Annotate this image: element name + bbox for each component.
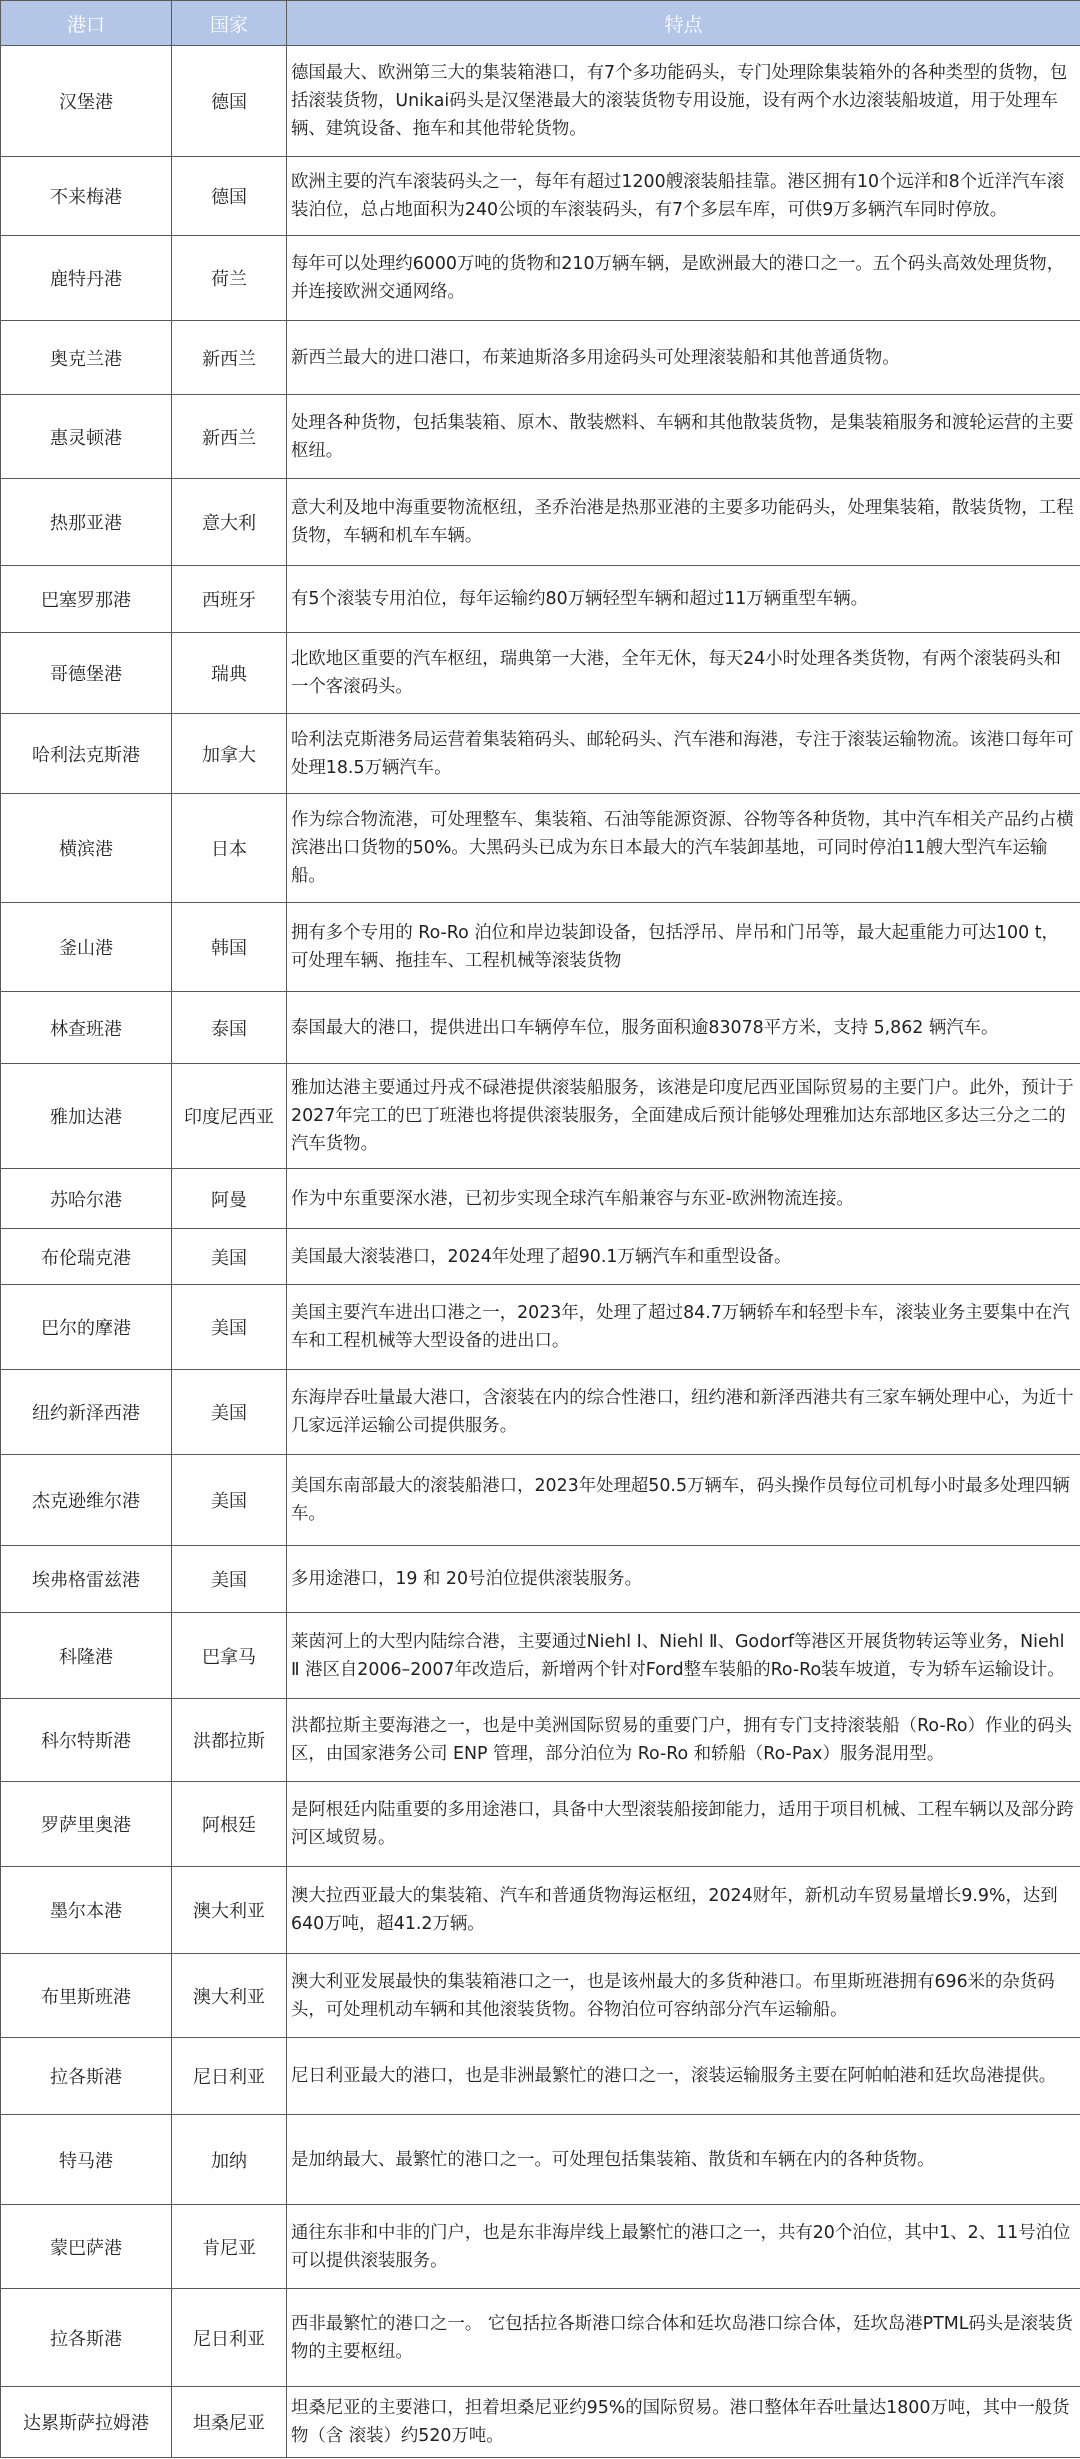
country-cell: 西班牙 bbox=[172, 566, 287, 633]
port-cell: 奥克兰港 bbox=[1, 321, 172, 395]
port-cell: 罗萨里奥港 bbox=[1, 1782, 172, 1867]
country-cell: 美国 bbox=[172, 1370, 287, 1455]
features-cell: 德国最大、欧洲第三大的集装箱港口，有7个多功能码头，专门处理除集装箱外的各种类型的货物，包括滚装货物，Unikai码头是汉堡港最大的滚装货物专用设施，设有两个水边滚装船坡道，用于处理车辆、建筑设备、拖车和其他带轮货物。 bbox=[287, 46, 1080, 157]
features-cell: 处理各种货物，包括集装箱、原木、散装燃料、车辆和其他散装货物，是集装箱服务和渡轮运营的主要枢纽。 bbox=[287, 395, 1080, 479]
port-cell: 埃弗格雷兹港 bbox=[1, 1546, 172, 1613]
port-cell: 拉各斯港 bbox=[1, 2038, 172, 2115]
features-cell: 作为中东重要深水港，已初步实现全球汽车船兼容与东亚-欧洲物流连接。 bbox=[287, 1169, 1080, 1229]
port-cell: 布里斯班港 bbox=[1, 1954, 172, 2038]
features-cell: 美国最大滚装港口，2024年处理了超90.1万辆汽车和重型设备。 bbox=[287, 1229, 1080, 1285]
table-row bbox=[1, 46, 1080, 157]
features-cell: 是阿根廷内陆重要的多用途港口，具备中大型滚装船接卸能力，适用于项目机械、工程车辆以及部分跨河区域贸易。 bbox=[287, 1782, 1080, 1867]
country-cell: 肯尼亚 bbox=[172, 2205, 287, 2289]
country-cell: 美国 bbox=[172, 1546, 287, 1613]
table-row bbox=[1, 2205, 1080, 2289]
table-row bbox=[1, 1546, 1080, 1613]
table-row bbox=[1, 2289, 1080, 2387]
table-row bbox=[1, 1699, 1080, 1782]
port-cell: 科尔特斯港 bbox=[1, 1699, 172, 1782]
features-cell: 欧洲主要的汽车滚装码头之一，每年有超过1200艘滚装船挂靠。港区拥有10个远洋和8个近洋汽车滚装泊位，总占地面积为240公顷的车滚装码头，有7个多层车库，可供9万多辆汽车同时停放。 bbox=[287, 157, 1080, 236]
country-cell: 新西兰 bbox=[172, 321, 287, 395]
features-cell: 意大利及地中海重要物流枢纽，圣乔治港是热那亚港的主要多功能码头，处理集装箱，散装货物，工程货物，车辆和机车车辆。 bbox=[287, 479, 1080, 566]
features-cell: 新西兰最大的进口港口，布莱迪斯洛多用途码头可处理滚装船和其他普通货物。 bbox=[287, 321, 1080, 395]
column-header-features: 特点 bbox=[287, 1, 1080, 46]
features-cell: 每年可以处理约6000万吨的货物和210万辆车辆，是欧洲最大的港口之一。五个码头高效处理货物，并连接欧洲交通网络。 bbox=[287, 236, 1080, 321]
features-cell: 作为综合物流港，可处理整车、集装箱、石油等能源资源、谷物等各种货物，其中汽车相关产品约占横滨港出口货物的50%。大黑码头已成为东日本最大的汽车装卸基地，可同时停泊11艘大型汽车运输船。 bbox=[287, 794, 1080, 903]
country-cell: 阿曼 bbox=[172, 1169, 287, 1229]
country-cell: 意大利 bbox=[172, 479, 287, 566]
port-cell: 纽约新泽西港 bbox=[1, 1370, 172, 1455]
country-cell: 瑞典 bbox=[172, 633, 287, 714]
features-cell: 洪都拉斯主要海港之一，也是中美洲国际贸易的重要门户，拥有专门支持滚装船（Ro-Ro）作业的码头区，由国家港务公司 ENP 管理，部分泊位为 Ro-Ro 和轿船（Ro-Pax）服务混用型。 bbox=[287, 1699, 1080, 1782]
port-cell: 汉堡港 bbox=[1, 46, 172, 157]
port-cell: 哥德堡港 bbox=[1, 633, 172, 714]
port-cell: 杰克逊维尔港 bbox=[1, 1455, 172, 1546]
port-cell: 不来梅港 bbox=[1, 157, 172, 236]
country-cell: 美国 bbox=[172, 1229, 287, 1285]
table-row bbox=[1, 157, 1080, 236]
country-cell: 美国 bbox=[172, 1285, 287, 1370]
port-cell: 达累斯萨拉姆港 bbox=[1, 2387, 172, 2458]
country-cell: 日本 bbox=[172, 794, 287, 903]
port-cell: 拉各斯港 bbox=[1, 2289, 172, 2387]
table-row bbox=[1, 2038, 1080, 2115]
port-cell: 苏哈尔港 bbox=[1, 1169, 172, 1229]
country-cell: 坦桑尼亚 bbox=[172, 2387, 287, 2458]
port-cell: 鹿特丹港 bbox=[1, 236, 172, 321]
features-cell: 有5个滚装专用泊位，每年运输约80万辆轻型车辆和超过11万辆重型车辆。 bbox=[287, 566, 1080, 633]
table-row bbox=[1, 479, 1080, 566]
table-row bbox=[1, 1229, 1080, 1285]
features-cell: 澳大拉西亚最大的集装箱、汽车和普通货物海运枢纽，2024财年，新机动车贸易量增长9.9%，达到640万吨，超41.2万辆。 bbox=[287, 1867, 1080, 1954]
features-cell: 美国东南部最大的滚装船港口，2023年处理超50.5万辆车，码头操作员每位司机每小时最多处理四辆车。 bbox=[287, 1455, 1080, 1546]
port-cell: 巴尔的摩港 bbox=[1, 1285, 172, 1370]
port-cell: 布伦瑞克港 bbox=[1, 1229, 172, 1285]
features-cell: 美国主要汽车进出口港之一，2023年，处理了超过84.7万辆轿车和轻型卡车，滚装业务主要集中在汽车和工程机械等大型设备的进出口。 bbox=[287, 1285, 1080, 1370]
port-cell: 林查班港 bbox=[1, 992, 172, 1064]
table-row bbox=[1, 714, 1080, 794]
table-row bbox=[1, 321, 1080, 395]
port-cell: 巴塞罗那港 bbox=[1, 566, 172, 633]
table-row bbox=[1, 566, 1080, 633]
table-row bbox=[1, 1285, 1080, 1370]
table-row bbox=[1, 1782, 1080, 1867]
port-cell: 蒙巴萨港 bbox=[1, 2205, 172, 2289]
port-cell: 热那亚港 bbox=[1, 479, 172, 566]
port-cell: 墨尔本港 bbox=[1, 1867, 172, 1954]
country-cell: 泰国 bbox=[172, 992, 287, 1064]
country-cell: 加拿大 bbox=[172, 714, 287, 794]
column-header-country: 国家 bbox=[172, 1, 287, 46]
table-row bbox=[1, 794, 1080, 903]
features-cell: 莱茵河上的大型内陆综合港，主要通过Niehl Ⅰ、Niehl Ⅱ、Godorf等港区开展货物转运等业务，Niehl Ⅱ 港区自2006–2007年改造后，新增两个针对Ford整车装船的Ro-Ro装车坡道，专为轿车运输设计。 bbox=[287, 1613, 1080, 1699]
features-cell: 雅加达港主要通过丹戎不碌港提供滚装船服务，该港是印度尼西亚国际贸易的主要门户。此外，预计于2027年完工的巴丁班港也将提供滚装服务，全面建成后预计能够处理雅加达东部地区多达三分之二的汽车货物。 bbox=[287, 1064, 1080, 1169]
port-cell: 特马港 bbox=[1, 2115, 172, 2205]
country-cell: 洪都拉斯 bbox=[172, 1699, 287, 1782]
features-cell: 北欧地区重要的汽车枢纽，瑞典第一大港，全年无休，每天24小时处理各类货物，有两个滚装码头和一个客滚码头。 bbox=[287, 633, 1080, 714]
features-cell: 东海岸吞吐量最大港口，含滚装在内的综合性港口，纽约港和新泽西港共有三家车辆处理中心，为近十几家远洋运输公司提供服务。 bbox=[287, 1370, 1080, 1455]
country-cell: 澳大利亚 bbox=[172, 1867, 287, 1954]
table-header-row bbox=[1, 1, 1080, 46]
table-row bbox=[1, 2387, 1080, 2458]
port-cell: 釜山港 bbox=[1, 903, 172, 992]
country-cell: 阿根廷 bbox=[172, 1782, 287, 1867]
features-cell: 是加纳最大、最繁忙的港口之一。可处理包括集装箱、散货和车辆在内的各种货物。 bbox=[287, 2115, 1080, 2205]
country-cell: 美国 bbox=[172, 1455, 287, 1546]
table-row bbox=[1, 1370, 1080, 1455]
country-cell: 新西兰 bbox=[172, 395, 287, 479]
country-cell: 巴拿马 bbox=[172, 1613, 287, 1699]
table-row bbox=[1, 633, 1080, 714]
country-cell: 德国 bbox=[172, 157, 287, 236]
features-cell: 多用途港口，19 和 20号泊位提供滚装服务。 bbox=[287, 1546, 1080, 1613]
country-cell: 韩国 bbox=[172, 903, 287, 992]
features-cell: 通往东非和中非的门户，也是东非海岸线上最繁忙的港口之一，共有20个泊位，其中1、2、11号泊位可以提供滚装服务。 bbox=[287, 2205, 1080, 2289]
table-row bbox=[1, 1169, 1080, 1229]
country-cell: 加纳 bbox=[172, 2115, 287, 2205]
country-cell: 澳大利亚 bbox=[172, 1954, 287, 2038]
table-body bbox=[1, 46, 1080, 2458]
country-cell: 尼日利亚 bbox=[172, 2289, 287, 2387]
country-cell: 德国 bbox=[172, 46, 287, 157]
country-cell: 荷兰 bbox=[172, 236, 287, 321]
column-header-port: 港口 bbox=[1, 1, 172, 46]
table-row bbox=[1, 1613, 1080, 1699]
port-cell: 哈利法克斯港 bbox=[1, 714, 172, 794]
features-cell: 坦桑尼亚的主要港口，担着坦桑尼亚约95%的国际贸易。港口整体年吞吐量达1800万吨，其中一般货物（含 滚装）约520万吨。 bbox=[287, 2387, 1080, 2458]
port-cell: 雅加达港 bbox=[1, 1064, 172, 1169]
table-row bbox=[1, 395, 1080, 479]
table-row bbox=[1, 1455, 1080, 1546]
port-cell: 科隆港 bbox=[1, 1613, 172, 1699]
table-row bbox=[1, 2115, 1080, 2205]
table-row bbox=[1, 1954, 1080, 2038]
table-row bbox=[1, 236, 1080, 321]
table-row bbox=[1, 1064, 1080, 1169]
table-row bbox=[1, 992, 1080, 1064]
port-cell: 惠灵顿港 bbox=[1, 395, 172, 479]
port-cell: 横滨港 bbox=[1, 794, 172, 903]
country-cell: 尼日利亚 bbox=[172, 2038, 287, 2115]
features-cell: 西非最繁忙的港口之一。 它包括拉各斯港口综合体和廷坎岛港口综合体，廷坎岛港PTML码头是滚装货物的主要枢纽。 bbox=[287, 2289, 1080, 2387]
features-cell: 尼日利亚最大的港口，也是非洲最繁忙的港口之一，滚装运输服务主要在阿帕帕港和廷坎岛港提供。 bbox=[287, 2038, 1080, 2115]
table-row bbox=[1, 1867, 1080, 1954]
features-cell: 拥有多个专用的 Ro-Ro 泊位和岸边装卸设备，包括浮吊、岸吊和门吊等，最大起重能力可达100 t，可处理车辆、拖挂车、工程机械等滚装货物 bbox=[287, 903, 1080, 992]
table-row bbox=[1, 903, 1080, 992]
features-cell: 泰国最大的港口，提供进出口车辆停车位，服务面积逾83078平方米，支持 5,862 辆汽车。 bbox=[287, 992, 1080, 1064]
country-cell: 印度尼西亚 bbox=[172, 1064, 287, 1169]
features-cell: 哈利法克斯港务局运营着集装箱码头、邮轮码头、汽车港和海港，专注于滚装运输物流。该港口每年可处理18.5万辆汽车。 bbox=[287, 714, 1080, 794]
features-cell: 澳大利亚发展最快的集装箱港口之一，也是该州最大的多货种港口。布里斯班港拥有696米的杂货码头，可处理机动车辆和其他滚装货物。谷物泊位可容纳部分汽车运输船。 bbox=[287, 1954, 1080, 2038]
